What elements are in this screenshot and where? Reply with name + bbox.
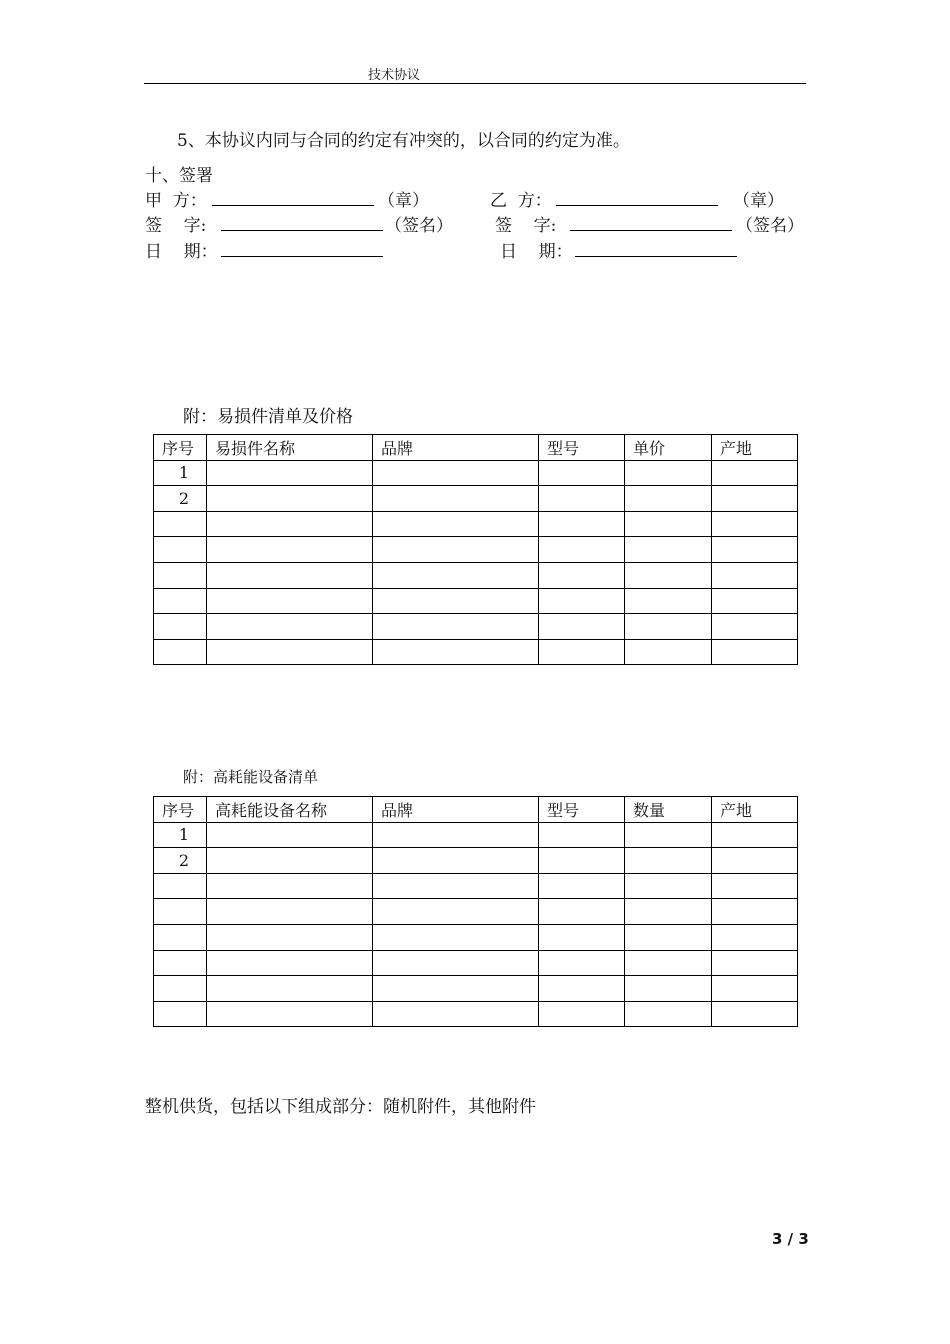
row-number: 1 (154, 822, 207, 848)
table-header-row (154, 797, 798, 823)
table-row (154, 924, 798, 950)
row-number: 2 (154, 848, 207, 874)
table-cell (625, 924, 712, 950)
party-a-sign-blank[interactable] (221, 211, 383, 231)
table-cell (625, 899, 712, 925)
table-cell (625, 537, 712, 563)
table-cell (373, 873, 539, 899)
table-cell (373, 537, 539, 563)
row-number (154, 950, 207, 976)
table-cell (712, 614, 798, 640)
clause-5: 5、本协议内同与合同的约定有冲突的，以合同的约定为准。 (177, 131, 630, 151)
table-cell (625, 639, 712, 665)
table-cell (539, 614, 625, 640)
row-number (154, 511, 207, 537)
row-number (154, 873, 207, 899)
table-cell (625, 1001, 712, 1027)
table-cell (712, 924, 798, 950)
table-cell (207, 639, 373, 665)
table-cell (373, 511, 539, 537)
table-cell (712, 822, 798, 848)
row-number (154, 976, 207, 1002)
row-number (154, 1001, 207, 1027)
party-b-label: 乙 方： (490, 191, 552, 211)
table-cell (373, 639, 539, 665)
supply-note: 整机供货，包括以下组成部分：随机附件，其他附件 (145, 1097, 536, 1117)
table-row (154, 848, 798, 874)
table-cell (712, 588, 798, 614)
table-cell (373, 1001, 539, 1027)
table-cell (207, 511, 373, 537)
table-cell (373, 924, 539, 950)
table-cell (373, 976, 539, 1002)
row-number (154, 899, 207, 925)
section-title: 十、签署 (145, 166, 213, 186)
row-number (154, 614, 207, 640)
column-header: 数量 (625, 797, 712, 823)
table-cell (712, 950, 798, 976)
table-row (154, 537, 798, 563)
party-a-date-blank[interactable] (221, 237, 383, 257)
table-cell (625, 848, 712, 874)
table-cell (625, 976, 712, 1002)
table-cell (207, 899, 373, 925)
column-header: 型号 (539, 435, 625, 461)
high-energy-equipment-table (153, 796, 798, 1027)
table-cell (539, 537, 625, 563)
table-cell (625, 511, 712, 537)
table-cell (373, 848, 539, 874)
table-cell (207, 873, 373, 899)
table-cell (712, 976, 798, 1002)
table-cell (625, 873, 712, 899)
table-row (154, 822, 798, 848)
row-number (154, 537, 207, 563)
row-number: 1 (154, 460, 207, 486)
party-b-blank[interactable] (556, 186, 718, 206)
table-cell (539, 822, 625, 848)
table-cell (207, 1001, 373, 1027)
table-row (154, 460, 798, 486)
party-b-seal: （章） (733, 191, 784, 211)
party-a-signature-note: （签名） (385, 216, 453, 236)
row-number (154, 639, 207, 665)
table-cell (625, 614, 712, 640)
table-cell (625, 562, 712, 588)
date-row (145, 237, 805, 261)
column-header: 型号 (539, 797, 625, 823)
table-row (154, 899, 798, 925)
table-cell (207, 822, 373, 848)
table-cell (207, 588, 373, 614)
table2-caption: 附：高耗能设备清单 (183, 768, 319, 786)
column-header: 高耗能设备名称 (207, 797, 373, 823)
party-b-sign-blank[interactable] (570, 211, 732, 231)
header-rule (144, 83, 806, 84)
column-header: 品牌 (373, 797, 539, 823)
table-cell (712, 537, 798, 563)
table-cell (712, 562, 798, 588)
table-cell (625, 950, 712, 976)
table-cell (207, 562, 373, 588)
table-cell (539, 848, 625, 874)
table-row (154, 873, 798, 899)
table-cell (712, 486, 798, 512)
row-number: 2 (154, 486, 207, 512)
table-cell (539, 976, 625, 1002)
column-header: 品牌 (373, 435, 539, 461)
table-row (154, 511, 798, 537)
table-cell (539, 639, 625, 665)
party-a-seal: （章） (378, 191, 429, 211)
party-row (145, 186, 805, 210)
table-row (154, 1001, 798, 1027)
row-number (154, 924, 207, 950)
table-cell (373, 899, 539, 925)
table-cell (625, 588, 712, 614)
table-row (154, 588, 798, 614)
party-b-date-blank[interactable] (575, 237, 737, 257)
table-cell (712, 899, 798, 925)
table-cell (625, 822, 712, 848)
table-row (154, 950, 798, 976)
column-header: 序号 (154, 435, 207, 461)
table-cell (539, 460, 625, 486)
party-a-blank[interactable] (212, 186, 374, 206)
table-cell (539, 924, 625, 950)
column-header: 产地 (712, 435, 798, 461)
table-cell (373, 588, 539, 614)
table-cell (712, 1001, 798, 1027)
table-cell (539, 1001, 625, 1027)
table-cell (207, 460, 373, 486)
wear-parts-table (153, 434, 798, 665)
table-cell (712, 511, 798, 537)
row-number (154, 588, 207, 614)
table-cell (207, 537, 373, 563)
column-header: 产地 (712, 797, 798, 823)
column-header: 序号 (154, 797, 207, 823)
party-a-sign-label: 签 字: (145, 216, 207, 236)
table-cell (373, 486, 539, 512)
table-cell (207, 486, 373, 512)
page-indicator: 3 / 3 (772, 1230, 809, 1248)
table-cell (539, 950, 625, 976)
column-header: 易损件名称 (207, 435, 373, 461)
table-cell (539, 511, 625, 537)
table-cell (207, 976, 373, 1002)
table-cell (539, 588, 625, 614)
party-b-date-label: 日 期： (500, 242, 573, 262)
table-cell (373, 614, 539, 640)
table-row (154, 614, 798, 640)
table-row (154, 976, 798, 1002)
party-a-label: 甲 方： (145, 191, 207, 211)
table-header-row (154, 435, 798, 461)
row-number (154, 562, 207, 588)
table-cell (373, 822, 539, 848)
table1-caption: 附：易损件清单及价格 (183, 407, 353, 427)
party-b-sign-label: 签 字: (495, 216, 557, 236)
table-cell (207, 924, 373, 950)
table-cell (712, 873, 798, 899)
party-b-signature-note: （签名） (736, 216, 804, 236)
table-cell (539, 899, 625, 925)
table-cell (539, 562, 625, 588)
table-cell (712, 848, 798, 874)
column-header: 单价 (625, 435, 712, 461)
table-cell (373, 950, 539, 976)
table-cell (712, 460, 798, 486)
table-cell (207, 614, 373, 640)
table-cell (539, 486, 625, 512)
party-a-date-label: 日 期： (145, 242, 218, 262)
table-cell (712, 639, 798, 665)
table-cell (373, 562, 539, 588)
header-title: 技术协议 (368, 68, 421, 83)
table-cell (373, 460, 539, 486)
table-cell (625, 460, 712, 486)
table-cell (207, 950, 373, 976)
table-cell (625, 486, 712, 512)
table-row (154, 639, 798, 665)
sign-row (145, 211, 805, 235)
table-cell (539, 873, 625, 899)
table-row (154, 486, 798, 512)
table-row (154, 562, 798, 588)
table-cell (207, 848, 373, 874)
